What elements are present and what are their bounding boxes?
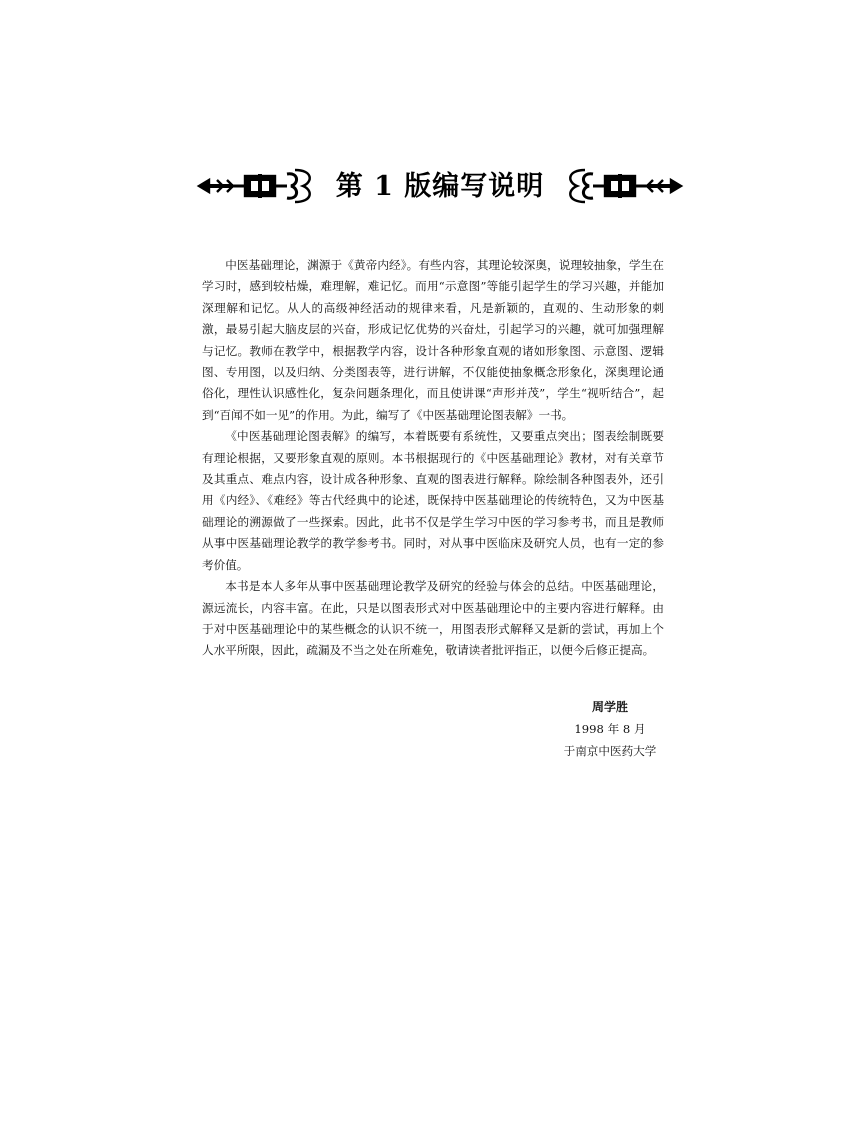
title-banner bbox=[195, 158, 685, 212]
signature-block bbox=[540, 696, 680, 762]
paragraph-3: 本书是本人多年从事中医基础理论教学及研究的经验与体会的总结。中医基础理论，源远流长，内容丰富。在此，只是以图表形式对中医基础理论中的主要内容进行解释。由于对中医基础理论中的某些概念的认识不统一，用图表形式解释又是新的尝试，再加上个人水平所限，因此，疏漏及不当之处在所难免，敬请读者批评指正，以便今后修正提高。 bbox=[202, 579, 664, 658]
page-title: 第 1 版编写说明 bbox=[335, 171, 545, 202]
left-ornament-icon bbox=[195, 166, 317, 206]
signature-affiliation: 于南京中医药大学 bbox=[563, 744, 657, 758]
paragraph-2: 《中医基础理论图表解》的编写，本着既要有系统性，又要重点突出；图表绘制既要有理论根据，又要形象直观的原则。本书根据现行的《中医基础理论》教材，对有关章节及其重点、难点内容，设计成各种形象、直观的图表进行解释。除绘制各种图表外，还引用《内经》、《难经》等古代经典中的论述，既保持中医基础理论的传统特色，又为中医基础理论的溯源做了一些探索。因此，此书不仅是学生学习中医的学习参考书，而且是教师从事中医基础理论教学的教学参考书。同时，对从事中医临床及研究人员，也有一定的参考价值。 bbox=[202, 429, 664, 572]
author-name: 周学胜 bbox=[591, 700, 628, 714]
signature-date: 1998 年 8 月 bbox=[574, 722, 646, 736]
paragraph-1: 中医基础理论，渊源于《黄帝内经》。有些内容，其理论较深奥，说理较抽象，学生在学习时，感到较枯燥，难理解，难记忆。而用“示意图”等能引起学生的学习兴趣，并能加深理解和记忆。从人的高级神经活动的规律来看，凡是新颖的，直观的、生动形象的刺激，最易引起大脑皮层的兴奋，形成记忆优势的兴奋灶，引起学习的兴趣，就可加强理解与记忆。教师在教学中，根据教学内容，设计各种形象直观的诸如形象图、示意图、逻辑图、专用图，以及归纳、分类图表等，进行讲解，不仅能使抽象概念形象化，深奥理论通俗化，理性认识感性化，复杂问题条理化，而且使讲课“声形并茂”，学生“视听结合”，起到“百闻不如一见”的作用。为此，编写了《中医基础理论图表解》一书。 bbox=[202, 258, 664, 422]
preface-body bbox=[202, 255, 664, 662]
right-ornament-icon bbox=[563, 166, 685, 206]
